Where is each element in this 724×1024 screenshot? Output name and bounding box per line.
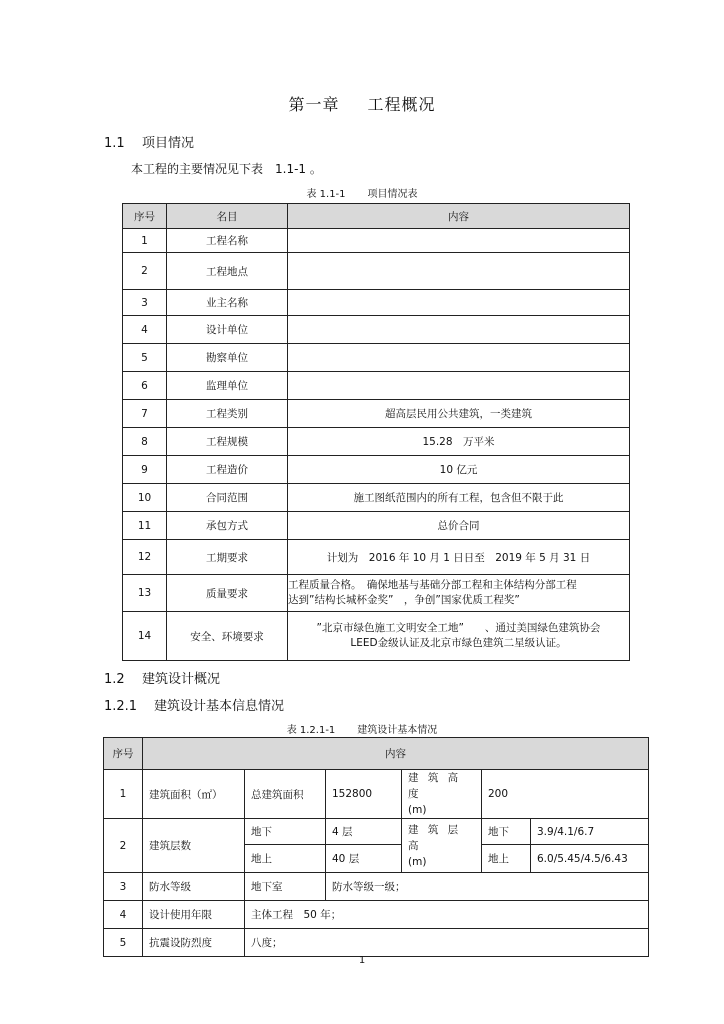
table-row: 2 工程地点 xyxy=(123,253,630,290)
chapter-title xyxy=(0,92,724,115)
table-row: 7 工程类别 超高层民用公共建筑，一类建筑 xyxy=(123,400,630,428)
header-no: 序号 xyxy=(104,738,143,770)
table-row: 5 抗震设防烈度 八度； xyxy=(104,929,649,957)
header-content: 内容 xyxy=(143,738,649,770)
table-header-row xyxy=(104,738,649,770)
table-row: 1 建筑面积（㎡） 总建筑面积 152800 建 筑 高 度 (m) 200 xyxy=(104,770,649,819)
building-design-table xyxy=(103,737,649,957)
header-name: 名目 xyxy=(167,204,288,229)
table-row: 10 合同范围 施工图纸范围内的所有工程，包含但不限于此 xyxy=(123,484,630,512)
table-row: 11 承包方式 总价合同 xyxy=(123,512,630,540)
table-row: 2 建筑层数 地下 4 层 建 筑 层 高 (m) 地下 3.9/4.1/6.7 xyxy=(104,819,649,845)
table-row: 1 工程名称 xyxy=(123,229,630,253)
table1-caption: 表 1.1-1 项目情况表 xyxy=(306,189,418,200)
header-content: 内容 xyxy=(288,204,630,229)
table-row: 地上 40 层 地上 6.0/5.45/4.5/6.43 xyxy=(104,845,649,873)
table-row: 12 工期要求 计划为 2016 年 10 月 1 日日至 2019 年 5 月 31 日 xyxy=(123,540,630,575)
section-heading-1-1: 1.1 项目情况 xyxy=(104,136,195,151)
table-row: 14 安全、环境要求 ”北京市绿色施工文明安全工地” 、通过美国绿色建筑协会 LEED金级认证及北京市绿色建筑二星级认证。 xyxy=(123,612,630,661)
page-number: 1 xyxy=(358,955,366,966)
table-header-row xyxy=(123,204,630,229)
table-row: 9 工程造价 10 亿元 xyxy=(123,456,630,484)
table2-caption: 表 1.2.1-1 建筑设计基本情况 xyxy=(286,725,438,736)
header-no: 序号 xyxy=(123,204,167,229)
table-row: 6 监理单位 xyxy=(123,372,630,400)
table-row: 3 业主名称 xyxy=(123,290,630,316)
section-heading-1-2: 1.2 建筑设计概况 xyxy=(104,672,221,687)
section-heading-1-2-1: 1.2.1 建筑设计基本信息情况 xyxy=(104,699,285,714)
intro-paragraph: 本工程的主要情况见下表 1.1-1 。 xyxy=(131,162,322,176)
table-row: 5 勘察单位 xyxy=(123,344,630,372)
table-row: 4 设计单位 xyxy=(123,316,630,344)
table-row: 4 设计使用年限 主体工程 50 年； xyxy=(104,901,649,929)
table-row: 13 质量要求 工程质量合格。 确保地基与基础分部工程和主体结构分部工程 达到”结构长城杯金奖” ，争创”国家优质工程奖” xyxy=(123,575,630,612)
chapter-heading: 工程概况 xyxy=(367,95,436,114)
table-row: 3 防水等级 地下室 防水等级一级； xyxy=(104,873,649,901)
chapter-number: 第一章 xyxy=(288,95,340,114)
project-info-table xyxy=(122,203,630,661)
table-row: 8 工程规模 15.28 万平米 xyxy=(123,428,630,456)
